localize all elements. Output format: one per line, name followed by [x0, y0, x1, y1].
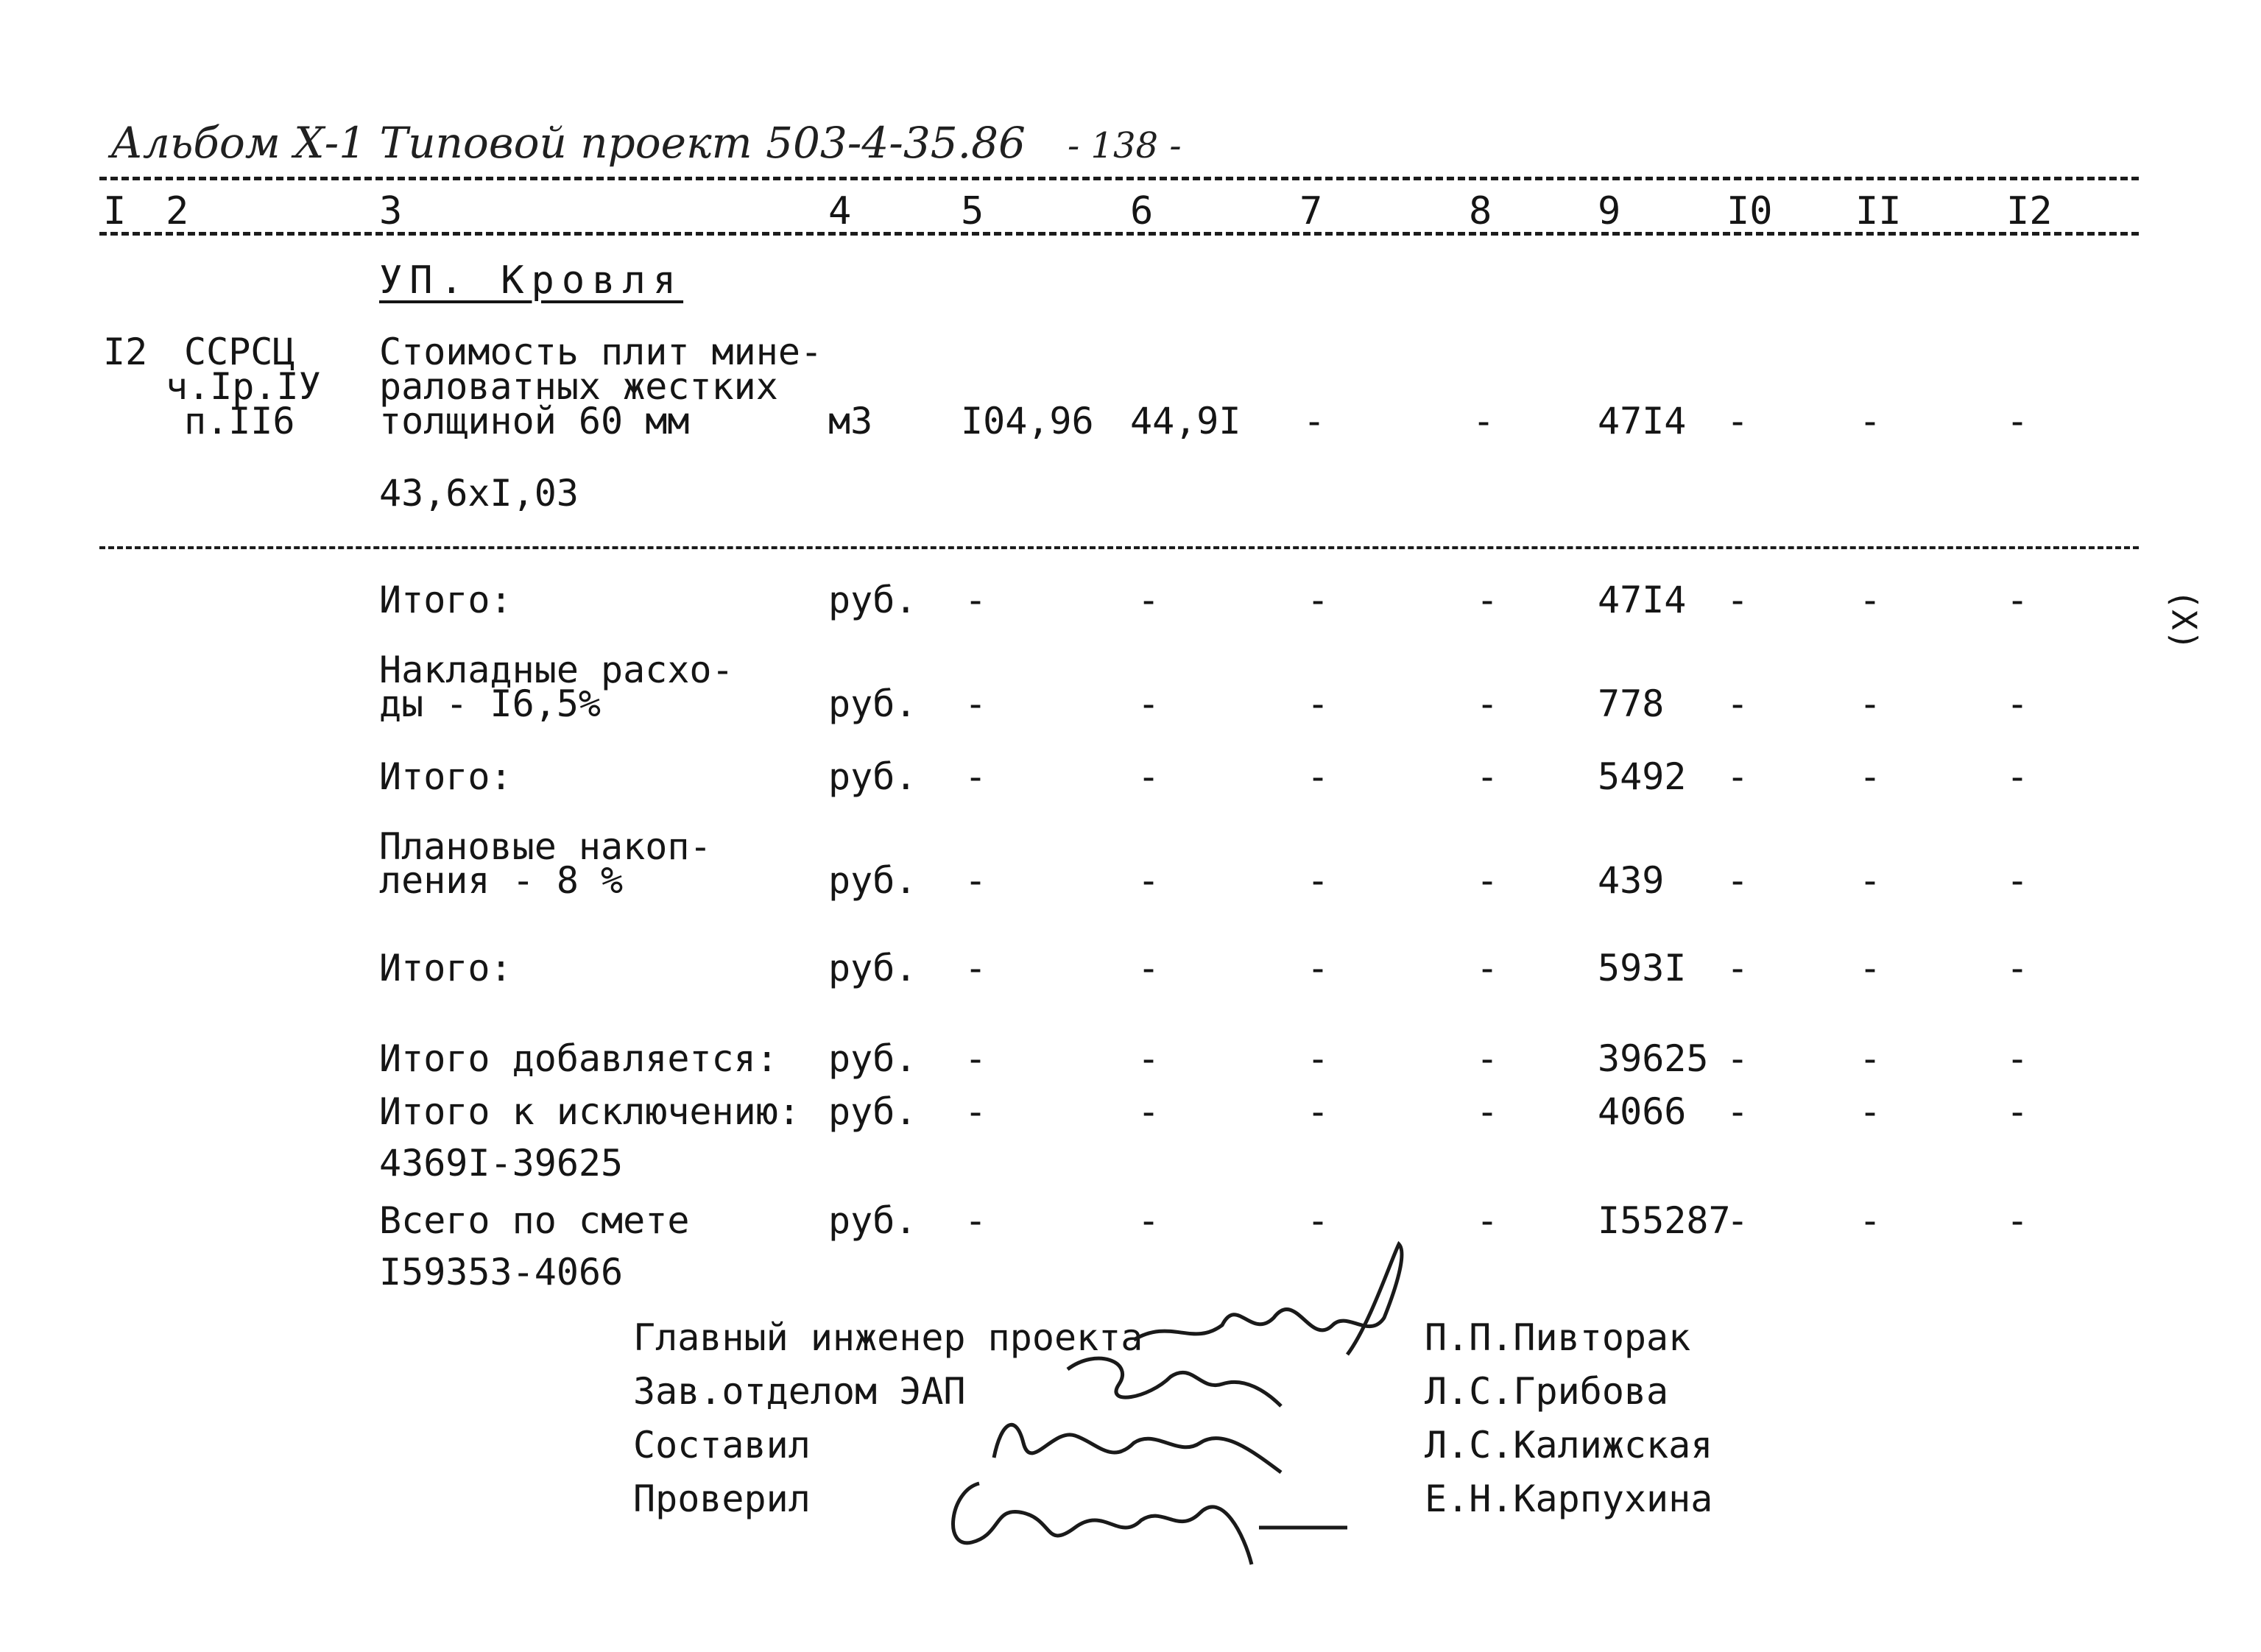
row-unit: руб. — [828, 859, 917, 902]
row-cell-c11: - — [1859, 682, 1882, 725]
signature-name-3: Л.С.Калижская — [1425, 1424, 1713, 1466]
row-unit: руб. — [828, 579, 917, 621]
row-label-line: Итого: — [379, 579, 512, 621]
item-col6: 44,9I — [1130, 400, 1241, 442]
item-description-line-3: толщиной 60 мм — [379, 400, 690, 442]
row-cell-c8: - — [1476, 682, 1499, 725]
signature-role-2: Зав.отделом ЭАП — [633, 1370, 966, 1413]
row-cell-c7: - — [1307, 947, 1330, 989]
row-cell-c12: - — [2006, 682, 2029, 725]
row-label-line: Итого: — [379, 947, 512, 989]
item-formula: 43,6хI,03 — [379, 472, 579, 515]
row-cell-c9: 593I — [1598, 947, 1687, 989]
row-cell-c11: - — [1859, 755, 1882, 798]
row-label-line: Итого к исключению: — [379, 1090, 800, 1133]
item-unit: м3 — [828, 400, 873, 442]
row-unit: руб. — [828, 682, 917, 725]
item-source-line-2: ч.Iр.IУ — [166, 365, 321, 408]
row-label-line: Всего по смете — [379, 1199, 690, 1242]
item-source-line-1: ССРСЦ — [184, 331, 295, 373]
signature-name-4: Е.Н.Карпухина — [1425, 1478, 1713, 1520]
row-cell-c6: - — [1137, 1037, 1160, 1080]
header-bottom-rule — [99, 232, 2139, 236]
row-label-line: I59353-4066 — [379, 1251, 624, 1293]
row-cell-c11: - — [1859, 1090, 1882, 1133]
signature-name-1: П.П.Пивторак — [1425, 1316, 1691, 1359]
row-unit: руб. — [828, 1199, 917, 1242]
row-cell-c12: - — [2006, 1037, 2029, 1080]
row-unit: руб. — [828, 755, 917, 798]
row-cell-c10: - — [1726, 579, 1749, 621]
row-cell-c6: - — [1137, 755, 1160, 798]
row-label-line: 4369I-39625 — [379, 1142, 624, 1185]
col-number-9: 9 — [1598, 189, 1621, 233]
row-cell-c10: - — [1726, 755, 1749, 798]
row-cell-c8: - — [1476, 1199, 1499, 1242]
col-number-1: I — [103, 189, 127, 233]
item-number: I2 — [103, 331, 148, 373]
row-cell-c5: - — [964, 682, 987, 725]
signature-role-4: Проверил — [633, 1478, 811, 1520]
row-cell-c6: - — [1137, 1199, 1160, 1242]
row-cell-c7: - — [1307, 579, 1330, 621]
row-cell-c5: - — [964, 755, 987, 798]
row-cell-c6: - — [1137, 579, 1160, 621]
row-cell-c6: - — [1137, 682, 1160, 725]
item-col8: - — [1472, 400, 1495, 442]
row-cell-c5: - — [964, 859, 987, 902]
col-number-8: 8 — [1469, 189, 1492, 233]
row-cell-c6: - — [1137, 1090, 1160, 1133]
row-cell-c12: - — [2006, 755, 2029, 798]
row-label-line: Накладные расхо- — [379, 649, 734, 691]
row-cell-c10: - — [1726, 682, 1749, 725]
row-cell-c7: - — [1307, 755, 1330, 798]
row-cell-c9: I55287 — [1598, 1199, 1731, 1242]
col-number-10: I0 — [1726, 189, 1773, 233]
document-title: Альбом Ⅹ-1 Типовой проект 503-4-35.86 — [110, 118, 1026, 168]
row-cell-c5: - — [964, 947, 987, 989]
row-cell-c7: - — [1307, 859, 1330, 902]
row-cell-c6: - — [1137, 859, 1160, 902]
row-cell-c8: - — [1476, 579, 1499, 621]
row-label-line: ды - I6,5% — [379, 682, 602, 725]
col-number-2: 2 — [166, 189, 189, 233]
row-cell-c8: - — [1476, 1090, 1499, 1133]
item-description-line-1: Стоимость плит мине- — [379, 331, 823, 373]
signature-name-2: Л.С.Грибова — [1425, 1370, 1669, 1413]
row-cell-c9: 439 — [1598, 859, 1665, 902]
row-cell-c8: - — [1476, 1037, 1499, 1080]
row-cell-c5: - — [964, 1199, 987, 1242]
item-col10: - — [1726, 400, 1749, 442]
row-cell-c11: - — [1859, 1037, 1882, 1080]
row-cell-c11: - — [1859, 1199, 1882, 1242]
row-cell-c11: - — [1859, 947, 1882, 989]
item-description-line-2: раловатных жестких — [379, 365, 778, 408]
row-cell-c8: - — [1476, 947, 1499, 989]
header-top-rule — [99, 177, 2139, 180]
row-label-line: ления - 8 % — [379, 859, 624, 902]
item-col7: - — [1303, 400, 1326, 442]
row-unit: руб. — [828, 947, 917, 989]
row-cell-c10: - — [1726, 1037, 1749, 1080]
signature-role-3: Составил — [633, 1424, 811, 1466]
row-cell-c8: - — [1476, 859, 1499, 902]
row-cell-c9: 4066 — [1598, 1090, 1687, 1133]
row-cell-c10: - — [1726, 947, 1749, 989]
item-separator-rule — [99, 546, 2139, 549]
row-cell-c7: - — [1307, 682, 1330, 725]
row-cell-c9: 778 — [1598, 682, 1665, 725]
item-col11: - — [1859, 400, 1882, 442]
section-title: УП. Кровля — [379, 258, 684, 303]
row-cell-c5: - — [964, 1090, 987, 1133]
item-col5: I04,96 — [961, 400, 1094, 442]
row-cell-c8: - — [1476, 755, 1499, 798]
col-number-4: 4 — [828, 189, 852, 233]
row-label-line: Итого добавляется: — [379, 1037, 778, 1080]
row-cell-c5: - — [964, 579, 987, 621]
row-cell-c12: - — [2006, 1090, 2029, 1133]
row-cell-c12: - — [2006, 859, 2029, 902]
row-cell-c11: - — [1859, 579, 1882, 621]
page-number: - 138 - — [1068, 125, 1182, 166]
row-label-line: Итого: — [379, 755, 512, 798]
signature-scribble-4 — [935, 1461, 1362, 1579]
row-cell-c7: - — [1307, 1090, 1330, 1133]
col-number-5: 5 — [961, 189, 984, 233]
signature-role-1: Главный инженер проекта — [633, 1316, 1143, 1359]
col-number-11: II — [1855, 189, 1902, 233]
row-cell-c9: 39625 — [1598, 1037, 1709, 1080]
row-cell-c12: - — [2006, 1199, 2029, 1242]
row-cell-c5: - — [964, 1037, 987, 1080]
margin-mark: (X) — [2164, 589, 2204, 651]
item-col9: 47I4 — [1598, 400, 1687, 442]
col-number-12: I2 — [2006, 189, 2053, 233]
col-number-7: 7 — [1299, 189, 1323, 233]
row-cell-c7: - — [1307, 1199, 1330, 1242]
row-label-line: Плановые накоп- — [379, 825, 712, 868]
item-col12: - — [2006, 400, 2029, 442]
item-source-line-3: п.II6 — [184, 400, 295, 442]
row-unit: руб. — [828, 1037, 917, 1080]
col-number-3: 3 — [379, 189, 403, 233]
row-cell-c10: - — [1726, 1090, 1749, 1133]
row-cell-c7: - — [1307, 1037, 1330, 1080]
row-cell-c12: - — [2006, 947, 2029, 989]
row-cell-c6: - — [1137, 947, 1160, 989]
row-cell-c10: - — [1726, 859, 1749, 902]
row-cell-c9: 47I4 — [1598, 579, 1687, 621]
row-cell-c11: - — [1859, 859, 1882, 902]
row-unit: руб. — [828, 1090, 917, 1133]
row-cell-c12: - — [2006, 579, 2029, 621]
row-cell-c9: 5492 — [1598, 755, 1687, 798]
col-number-6: 6 — [1130, 189, 1154, 233]
row-cell-c10: - — [1726, 1199, 1749, 1242]
